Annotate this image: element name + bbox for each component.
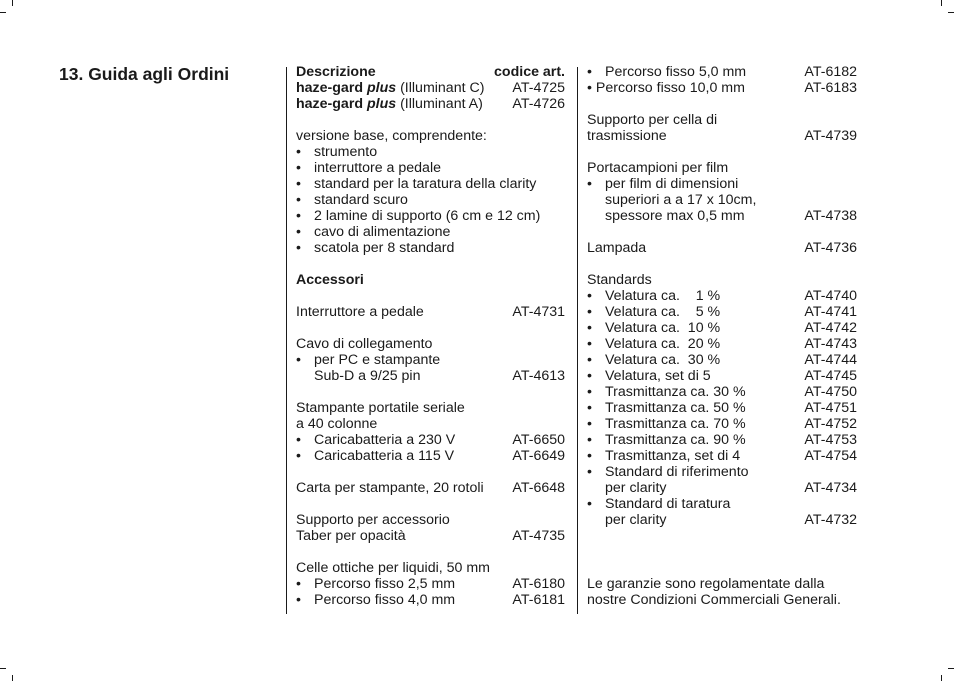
article-code: AT-4744 (804, 352, 857, 368)
article-code: AT-4726 (512, 96, 565, 112)
item-text: Caricabatteria a 230 V (314, 432, 456, 448)
bullet-item (587, 320, 857, 336)
bullet-icon: • (296, 176, 301, 192)
order-line (296, 528, 565, 544)
blank-line (296, 464, 565, 480)
order-line (587, 240, 857, 256)
bullet-item (296, 352, 565, 368)
bullet-item (296, 192, 565, 208)
article-code: AT-4754 (804, 448, 857, 464)
order-line (296, 512, 565, 528)
article-code: AT-4750 (804, 384, 857, 400)
article-code: AT-6182 (804, 64, 857, 80)
item-text: Portacampioni per film (587, 160, 729, 176)
bullet-icon: • (296, 448, 301, 464)
article-code: AT-4745 (804, 368, 857, 384)
blank-line (296, 256, 565, 272)
item-text: Stampante portatile seriale (296, 400, 465, 416)
item-text: Taber per opacità (296, 528, 406, 544)
item-text: per clarity (605, 480, 667, 496)
item-text: trasmissione (587, 128, 667, 144)
article-code: AT-6648 (512, 480, 565, 496)
order-line (587, 160, 857, 176)
item-text: per film di dimensioni (605, 176, 739, 192)
order-line (296, 304, 565, 320)
item-text: Interruttore a pedale (296, 304, 424, 320)
item-text: Cavo di collegamento (296, 336, 433, 352)
bullet-icon: • (587, 320, 592, 336)
bullet-item (587, 496, 857, 512)
item-text: Percorso fisso 4,0 mm (314, 592, 456, 608)
bullet-item (587, 336, 857, 352)
item-text: Percorso fisso 5,0 mm (605, 64, 747, 80)
item-text: Trasmittanza ca. 70 % (605, 416, 746, 432)
crop-mark (941, 675, 942, 681)
section-heading-text: Accessori (296, 272, 364, 288)
item-text: spessore max 0,5 mm (605, 208, 745, 224)
bullet-item (587, 288, 857, 304)
article-code: AT-4734 (804, 480, 857, 496)
item-text: per PC e stampante (314, 352, 441, 368)
article-code: AT-4739 (804, 128, 857, 144)
bullet-icon: • (296, 224, 301, 240)
order-column-left (296, 64, 565, 608)
bullet-continuation (587, 208, 857, 224)
bullet-icon: • (296, 144, 301, 160)
item-text: Velatura ca. 20 % (605, 336, 721, 352)
article-code: AT-4753 (804, 432, 857, 448)
bullet-icon: • (587, 288, 592, 304)
bullet-icon: • (296, 208, 301, 224)
bullet-item (296, 576, 565, 592)
bullet-item (587, 176, 857, 192)
order-line (587, 592, 857, 608)
crop-mark (12, 0, 13, 6)
item-text: 2 lamine di supporto (6 cm e 12 cm) (314, 208, 541, 224)
order-line (296, 400, 565, 416)
bullet-icon: • (587, 368, 592, 384)
bullet-icon: • (296, 576, 301, 592)
item-text: Standard di riferimento (605, 464, 749, 480)
order-line (587, 128, 857, 144)
product-line (296, 80, 565, 96)
article-code: AT-4742 (804, 320, 857, 336)
article-code: AT-6183 (804, 80, 857, 96)
order-line (296, 416, 565, 432)
product-variant: (Illuminant A) (396, 96, 483, 112)
bullet-icon: • (296, 352, 301, 368)
article-code: AT-4743 (804, 336, 857, 352)
blank-line (587, 96, 857, 112)
article-code: AT-4752 (804, 416, 857, 432)
bullet-icon: • (587, 464, 592, 480)
bullet-icon: • (587, 432, 592, 448)
section-heading (296, 272, 565, 288)
item-text: Sub-D a 9/25 pin (314, 368, 421, 384)
item-text: Supporto per cella di (587, 112, 718, 128)
bullet-item (296, 224, 565, 240)
order-line (296, 128, 565, 144)
product-name: haze-gard (296, 80, 364, 96)
blank-line (587, 560, 857, 576)
blank-line (296, 320, 565, 336)
product-variant: (Illuminant C) (396, 80, 485, 96)
order-line (587, 576, 857, 592)
blank-line (296, 544, 565, 560)
bullet-icon: • (587, 448, 592, 464)
column-divider (286, 67, 287, 614)
bullet-item (296, 144, 565, 160)
crop-mark (941, 0, 942, 6)
bullet-item (296, 432, 565, 448)
bullet-icon: • (296, 192, 301, 208)
item-text: Velatura ca. 10 % (605, 320, 721, 336)
article-code: AT-4741 (804, 304, 857, 320)
blank-line (296, 288, 565, 304)
bullet-icon: • (296, 592, 301, 608)
bullet-icon: • (296, 160, 301, 176)
bullet-item (587, 464, 857, 480)
bullet-item (587, 384, 857, 400)
article-code: AT-4725 (512, 80, 565, 96)
bullet-item (587, 352, 857, 368)
blank-line (296, 112, 565, 128)
article-code: AT-6649 (512, 448, 565, 464)
order-column-right (587, 64, 857, 608)
bullet-item (296, 208, 565, 224)
blank-line (587, 256, 857, 272)
bullet-icon: • (296, 240, 301, 256)
item-text: versione base, comprendente: (296, 128, 487, 144)
article-code: AT-4732 (804, 512, 857, 528)
item-text: Supporto per accessorio (296, 512, 450, 528)
blank-line (587, 224, 857, 240)
item-text: nostre Condizioni Commerciali Generali. (587, 592, 841, 608)
bullet-item (587, 400, 857, 416)
article-code: AT-4738 (804, 208, 857, 224)
crop-mark (12, 675, 13, 681)
article-code: AT-4735 (512, 528, 565, 544)
item-text: interruttore a pedale (314, 160, 441, 176)
column-divider (577, 67, 578, 614)
bullet-item (587, 64, 857, 80)
bullet-icon: • (587, 416, 592, 432)
crop-mark (948, 12, 954, 13)
product-name: haze-gard (296, 96, 364, 112)
item-text: standard scuro (314, 192, 408, 208)
bullet-item (587, 432, 857, 448)
item-text: Standard di taratura (605, 496, 731, 512)
bullet-continuation (587, 192, 857, 208)
item-text: Trasmittanza ca. 30 % (605, 384, 746, 400)
bullet-continuation (587, 512, 857, 528)
bullet-item (296, 160, 565, 176)
bullet-icon: • (587, 336, 592, 352)
item-text: • Percorso fisso 10,0 mm (587, 80, 745, 96)
blank-line (587, 144, 857, 160)
item-text: a 40 colonne (296, 416, 378, 432)
order-line (587, 112, 857, 128)
product-plus: plus (366, 96, 397, 112)
item-text: Trasmittanza ca. 50 % (605, 400, 746, 416)
blank-line (296, 384, 565, 400)
article-code: AT-6181 (512, 592, 565, 608)
item-text: Lampada (587, 240, 647, 256)
table-header (296, 64, 565, 80)
bullet-item (587, 448, 857, 464)
product-plus: plus (366, 80, 397, 96)
bullet-icon: • (296, 432, 301, 448)
item-text: scatola per 8 standard (314, 240, 455, 256)
article-code: AT-4751 (804, 400, 857, 416)
bullet-icon: • (587, 400, 592, 416)
bullet-icon: • (587, 64, 592, 80)
item-text: Trasmittanza, set di 4 (605, 448, 741, 464)
code-header: codice art. (494, 64, 565, 80)
item-text: superiori a a 17 x 10cm, (605, 192, 757, 208)
order-line (587, 272, 857, 288)
blank-line (587, 528, 857, 544)
blank-line (587, 544, 857, 560)
description-header: Descrizione (296, 64, 376, 80)
crop-mark (948, 668, 954, 669)
bullet-item (587, 304, 857, 320)
item-text: per clarity (605, 512, 667, 528)
order-line (296, 336, 565, 352)
product-line (296, 96, 565, 112)
item-text: Standards (587, 272, 652, 288)
bullet-item (296, 176, 565, 192)
item-text: Velatura, set di 5 (605, 368, 711, 384)
crop-mark (0, 668, 6, 669)
order-line (296, 560, 565, 576)
crop-mark (0, 12, 6, 13)
bullet-item (587, 368, 857, 384)
bullet-icon: • (587, 384, 592, 400)
item-text: Percorso fisso 2,5 mm (314, 576, 456, 592)
bullet-icon: • (587, 496, 592, 512)
bullet-item (587, 416, 857, 432)
blank-line (296, 496, 565, 512)
bullet-item (296, 240, 565, 256)
order-line (587, 80, 857, 96)
article-code: AT-4613 (512, 368, 565, 384)
item-text: Le garanzie sono regolamentate dalla (587, 576, 825, 592)
bullet-icon: • (587, 176, 592, 192)
order-line (296, 480, 565, 496)
article-code: AT-6180 (512, 576, 565, 592)
bullet-continuation (296, 368, 565, 384)
item-text: Caricabatteria a 115 V (314, 448, 455, 464)
bullet-item (296, 448, 565, 464)
bullet-icon: • (587, 352, 592, 368)
article-code: AT-4736 (804, 240, 857, 256)
item-text: Carta per stampante, 20 rotoli (296, 480, 484, 496)
page-title: 13. Guida agli Ordini (59, 64, 230, 84)
bullet-item (296, 592, 565, 608)
article-code: AT-6650 (512, 432, 565, 448)
item-text: Velatura ca. 1 % (605, 288, 721, 304)
article-code: AT-4740 (804, 288, 857, 304)
item-text: Celle ottiche per liquidi, 50 mm (296, 560, 490, 576)
bullet-continuation (587, 480, 857, 496)
item-text: strumento (314, 144, 378, 160)
bullet-icon: • (587, 304, 592, 320)
item-text: Velatura ca. 5 % (605, 304, 721, 320)
article-code: AT-4731 (512, 304, 565, 320)
item-text: Trasmittanza ca. 90 % (605, 432, 746, 448)
item-text: Velatura ca. 30 % (605, 352, 721, 368)
item-text: cavo di alimentazione (314, 224, 451, 240)
item-text: standard per la taratura della clarity (314, 176, 537, 192)
